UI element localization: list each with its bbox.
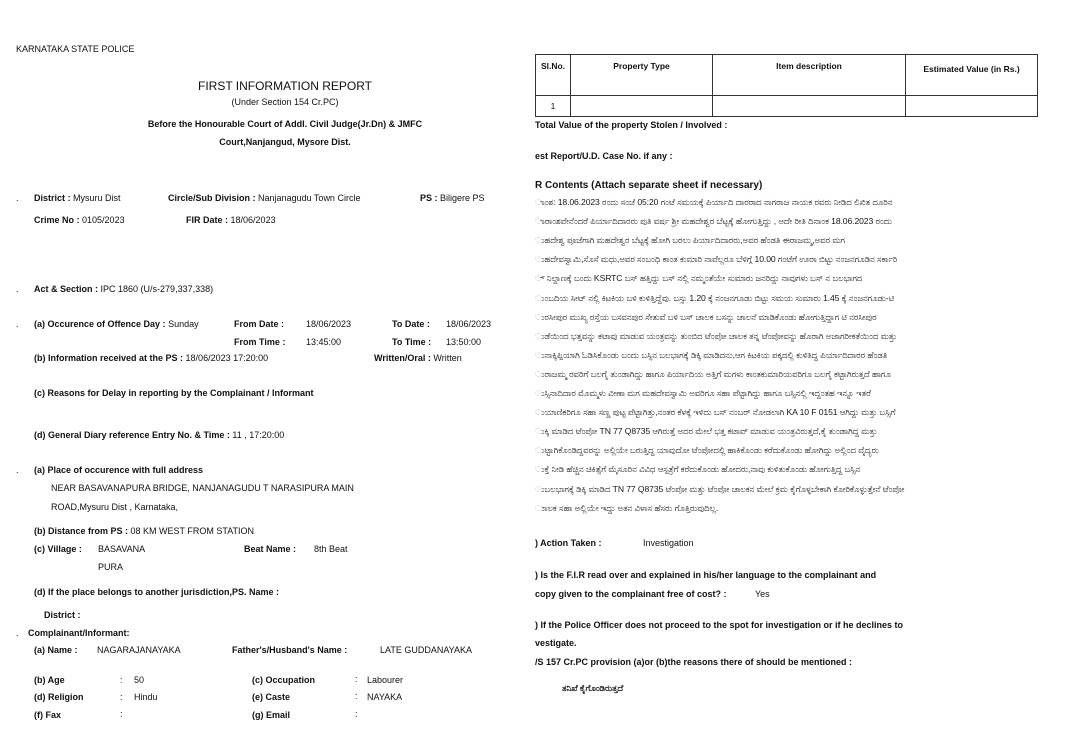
report-subtitle: (Under Section 154 Cr.PC) bbox=[231, 97, 339, 107]
fir-read-line-1: ) Is the F.I.R read over and explained in his/her language to the complainant and bbox=[535, 570, 877, 580]
contents-line: ುಕ್ತೆ ನೀಡಿ ಹೆಚ್ಚಿನ ಚಿಕಿತ್ಸೆಗೆ ಮೈಸೂರಿನ ವಿವಿಧ ಆಸ್ಪತ್ರೆಗೆ ಕರೆದುಕೊಂಡು ಹೋದರು,ನಾವು ಕುಳಿತುಕೊಂಡು ಹೋಗುತ್ತಿದ್ದ ಬಸ್ಸಿನ bbox=[535, 464, 861, 475]
court-line-1: Before the Honourable Court of Addl. Civil Judge(Jr.Dn) & JMFC bbox=[147, 119, 423, 129]
report-title: FIRST INFORMATION REPORT bbox=[197, 79, 372, 93]
contents-line: ುಾಲಕ ಸಹಾ ಅಲ್ಲಿಯೇ ಇದ್ದು ಅತನ ವಿಳಾಸ ಹೆಸರು ಗೊತ್ತಿರುವುದಿಲ್ಲ. bbox=[535, 502, 719, 513]
estimated-value-header: Estimated Value (in Rs.) bbox=[923, 64, 1020, 74]
district-2-label: District : bbox=[44, 610, 81, 620]
officer-line-1: ) If the Police Officer does not proceed to the spot for investigation or if he declines to bbox=[535, 620, 904, 630]
beat-label: Beat Name : bbox=[244, 544, 297, 554]
fir-read-value: Yes bbox=[755, 589, 770, 599]
to-time-label: To Time : bbox=[392, 337, 432, 347]
diary-label: (d) General Diary reference Entry No. & Time : bbox=[34, 430, 230, 440]
occupation-label: (c) Occupation bbox=[252, 675, 316, 685]
village-label: (c) Village : bbox=[34, 544, 82, 554]
colon: : bbox=[120, 692, 123, 702]
from-date-label: From Date : bbox=[234, 319, 285, 329]
crime-no-label: Crime No : bbox=[34, 215, 80, 225]
table-header: Sl.No. bbox=[536, 55, 571, 96]
table-cell bbox=[571, 96, 713, 117]
bullet: . bbox=[16, 284, 19, 294]
to-date-value: 18/06/2023 bbox=[446, 319, 492, 329]
fir-date-value: 18/06/2023 bbox=[230, 215, 276, 225]
colon: : bbox=[355, 709, 358, 719]
religion-label: (d) Religion bbox=[34, 692, 84, 702]
caste-label: (e) Caste bbox=[252, 692, 291, 702]
circle-value: Nanjanagudu Town Circle bbox=[258, 193, 361, 203]
circle-field bbox=[168, 193, 360, 204]
district-value: Mysuru Dist bbox=[73, 193, 121, 203]
contents-line: ುಬಲಭಾಗಕ್ಕೆ ಡಿಕ್ಕಿ ಮಾಡಿದ TN 77 Q8735 ಟೆಂಪೋ ಮತ್ತು ಟೆಂಪೋ ಚಾಲಕನ ಮೇಲೆ ಕ್ರಮ ಕೈಗೊಳ್ಳಬೇಕಾಗಿ ಕೋರಿಕೊಳ್ಳುತ್ತೇನೆ ಟೆಂಪೋ bbox=[535, 483, 905, 494]
ps-value: Biligere PS bbox=[440, 193, 485, 203]
colon: : bbox=[355, 674, 358, 684]
fir-page-right bbox=[529, 0, 1079, 755]
name-value: NAGARAJANAYAKA bbox=[97, 645, 181, 655]
father-value: LATE GUDDANAYAKA bbox=[380, 645, 473, 655]
distance-value: 08 KM WEST FROM STATION bbox=[130, 526, 255, 536]
email-label: (g) Email bbox=[252, 710, 291, 720]
caste-value: NAYAKA bbox=[367, 692, 403, 702]
distance-field bbox=[34, 526, 254, 537]
father-label: Father's/Husband's Name : bbox=[232, 645, 348, 655]
colon: : bbox=[355, 691, 358, 701]
from-time-label: From Time : bbox=[234, 337, 286, 347]
table-cell bbox=[713, 96, 906, 117]
table-header: Property Type bbox=[571, 55, 713, 96]
court-line-2: Court,Nanjangud, Mysore Dist. bbox=[219, 137, 351, 147]
to-time-value: 13:50:00 bbox=[446, 337, 482, 347]
act-section-field bbox=[34, 284, 213, 295]
property-table bbox=[535, 54, 1038, 117]
table-header-row bbox=[536, 55, 1038, 96]
occupation-value: Labourer bbox=[367, 675, 404, 685]
place-label: (a) Place of occurence with full address bbox=[34, 465, 204, 475]
table-header bbox=[906, 55, 1038, 96]
village-value-1: BASAVANA bbox=[98, 544, 146, 554]
total-value-label: Total Value of the property Stolen / Involved : bbox=[535, 120, 728, 130]
village-value-2: PURA bbox=[98, 562, 124, 572]
jurisdiction-label: (d) If the place belongs to another jurisdiction,PS. Name : bbox=[34, 587, 280, 597]
info-received-label: (b) Information received at the PS : bbox=[34, 353, 184, 363]
ps-field bbox=[420, 193, 485, 204]
name-label: (a) Name : bbox=[34, 645, 78, 655]
officer-value: ತನಿಖೆ ಕೈಗೊಂಡಿರುತ್ತದೆ bbox=[562, 683, 624, 693]
ps-label: PS : bbox=[420, 193, 438, 203]
written-oral-label: Written/Oral : bbox=[374, 353, 431, 363]
from-time-value: 13:45:00 bbox=[306, 337, 342, 347]
contents-line: ಾರಾಂಶವೇನೆಂದರೆ ಪಿರ್ಯಾದಿದಾರರು ಪುತಿ ವರ್ಷ ಶ್ರೀ ಮಹದೇಶ್ವರ ಬೆಟ್ಟಕ್ಕೆ ಹೋಗುತ್ತಿದ್ದು , ಅದೇ ರೀತಿ ದಿನಾಂಕ 18.06.2023 ರಂದು bbox=[535, 216, 892, 227]
district-label: District : bbox=[34, 193, 71, 203]
agency-name: KARNATAKA STATE POLICE bbox=[16, 44, 135, 54]
place-address-line-1: NEAR BASAVANAPURA BRIDGE, NANJANAGUDU T NARASIPURA MAIN bbox=[51, 483, 354, 493]
diary-field bbox=[34, 430, 284, 441]
beat-value: 8th Beat bbox=[314, 544, 348, 554]
diary-value: 11 , 17:20:00 bbox=[232, 430, 285, 440]
occurrence-label: (a) Occurence of Offence Day : bbox=[34, 319, 166, 329]
officer-line-2: vestigate. bbox=[535, 638, 577, 648]
fir-date-label: FIR Date : bbox=[186, 215, 229, 225]
contents-line: ುಸ್ಸಿನಾದಿದಾರ ಮೊಮ್ಮಳು ವೀಣಾ ಮಗ ಮಹದೇವಸ್ವಾಮಿ ಅವರಿಗೂ ಸಹಾ ಪೆಟ್ಟಾಗಿದ್ದು ಹಾಗೂ ಬಸ್ಸಿನಲ್ಲಿ ಇದ್ದಂತಹ ಇನ್ನೂ ಇತರೆ bbox=[535, 388, 871, 398]
contents-line: ುಕ್ಕಿ ಮಾಡಿದ ಟೆಂಪೋ TN 77 Q8735 ಆಗಿರುತ್ತೆ ಅದರ ಮೇಲೆ ಭತ್ತ ಕಟಾವ್ ಮಾಡುವ ಯಂತ್ರವಿರುತ್ತದೆ,ಕೈ ತುಂಡಾಗಿದ್ದ ಮತ್ತು bbox=[535, 426, 878, 437]
crime-no-value: 0105/2023 bbox=[82, 215, 125, 225]
officer-line-3: /S 157 Cr.PC provision (a)or (b)the reasons there of should be mentioned : bbox=[535, 657, 853, 667]
contents-line: ುರಾಜಮ್ಮ ರವರಿಗೆ ಬಲಗೈ ತುಂಡಾಗಿದ್ದು ಹಾಗೂ ಪಿರ್ಯಾದಿಯ ಅತ್ತಿಗೆ ಮಗಳು ಕಾಂತಕುಮಾರಿಯವರಿಗೂ ಬಲಗೈ ಕಟ್ಟಾಗಿರುತ್ತದೆ ಹಾಗೂ bbox=[535, 368, 891, 379]
contents-line: ುಯಾಣಿಕರಿಗೂ ಸಹಾ ಸಣ್ಣ ಪುಟ್ಟ ಪೆಟ್ಟಾಗಿತ್ತು,ನಂತರ ಕೆಳಕ್ಕೆ ಇಳಿದು ಬಸ್ ನಂಬರ್ ನೋಡಲಾಗಿ KA 10 F 0151 ಆಗಿದ್ದು ಮತ್ತು ಬಸ್ಸಿಗೆ bbox=[535, 407, 896, 418]
bullet: . bbox=[16, 193, 19, 203]
contents-heading: R Contents (Attach separate sheet if necessary) bbox=[535, 180, 763, 191]
fir-read-line-2: copy given to the complainant free of cost? : bbox=[535, 589, 727, 599]
distance-label: (b) Distance from PS : bbox=[34, 526, 129, 536]
colon: : bbox=[120, 709, 123, 719]
age-label: (b) Age bbox=[34, 675, 65, 685]
act-section-label: Act & Section : bbox=[34, 284, 99, 294]
contents-line: ುಡೆಯಿಂದ ಭತ್ತವನ್ನು ಕಟಾವು ಮಾಡುವ ಯಂತ್ರವನ್ನು ತುಂಬಿದ ಟೆಂಪೋ ಚಾಲಕ ತನ್ನ ಟೆಂಪೋವನ್ನು ಹೊರಾಗಿ ಅಜಾಗರೀಕತೆಯಿಂದ ಮತ್ತು bbox=[535, 330, 897, 341]
colon: : bbox=[120, 675, 123, 685]
bullet: . bbox=[16, 628, 19, 638]
contents-line: ಾಂಶ: 18.06.2023 ರಂದು ಸಂಜೆ 05:20 ಗಂಟೆ ಸಮಯಕ್ಕೆ ಪಿರ್ಯಾದಿ ದಾರರಾದ ನಾಗರಾಜ ನಾಯಕ ರವರು ನೀಡಿದ ಲಿಖಿತ ದೂರಿನ bbox=[535, 197, 893, 207]
table-cell bbox=[906, 96, 1038, 117]
info-received-value: 18/06/2023 17:20:00 bbox=[185, 353, 269, 363]
action-taken-value: Investigation bbox=[643, 538, 694, 548]
contents-line: ುಹದೇಶ್ವ ಪೂಜೆಗಾಗಿ ಮಹದೇಶ್ವರ ಬೆಟ್ಟಕ್ಕೆ ಹೋಗಿ ಬರಲು ಪಿರ್ಯಾದಿದಾರರು,ಅವರ ಹೆಂಡತಿ ಈರಾಜಮ್ಮ,ಅವರ ಮಗ bbox=[535, 235, 845, 246]
place-address-line-2: ROAD,Mysuru Dist , Karnataka, bbox=[51, 502, 179, 512]
bullet: . bbox=[16, 319, 19, 329]
written-oral-field bbox=[374, 353, 462, 364]
inquest-label: est Report/U.D. Case No. if any : bbox=[535, 151, 673, 161]
occurrence-day: Sunday bbox=[168, 319, 199, 329]
district-field bbox=[34, 193, 121, 204]
crime-no-field bbox=[34, 215, 125, 226]
complainant-heading: Complainant/Informant: bbox=[28, 628, 130, 638]
contents-line: ುಟ್ಟಾಗಿಕೊಂಡಿದ್ದವರನ್ನು ಅಲ್ಲಿಯೇ ಬರುತ್ತಿದ್ದ ಯಾವುದೋ ಟೆಂಪೋದಲ್ಲಿ ಹಾಕಿಕೊಂಡು ಕರೆದುಕೊಂಡು ಹೋಗಿದ್ದು ಅಲ್ಲಿಂದ ವೈದ್ಯರು bbox=[535, 445, 879, 456]
bullet: . bbox=[16, 465, 19, 475]
table-cell: 1 bbox=[536, 96, 571, 117]
to-date-label: To Date : bbox=[392, 319, 430, 329]
age-value: 50 bbox=[134, 675, 145, 685]
fir-date-field bbox=[186, 215, 276, 226]
action-taken-label: ) Action Taken : bbox=[535, 538, 602, 548]
contents-line: ುಹದೇವಸ್ವಾಮಿ,ಸೊಸೆ ಮಧು,ಅವರ ಸಂಬಂಧಿ ಕಾಂತ ಕುಮಾರಿ ನಾವೆಲ್ಲರೂ ಬೆಳಿಗ್ಗೆ 10.00 ಗಂಟೆಗೆ ಊರಾ ಬಿಟ್ಟು ನಂಜನಗೂಡಿನ ಸರ್ಕಾರಿ bbox=[535, 254, 898, 265]
occurrence-field bbox=[34, 319, 199, 330]
religion-value: Hindu bbox=[134, 692, 158, 702]
contents-line: ುಂಬದಿಯ ಸೀಟ್ ನಲ್ಲಿ ಕಿಟಕಿಯ ಬಳಿ ಕುಳಿತ್ತಿದ್ದೆವು. ಬಸ್ಸು 1.20 ಕ್ಕೆ ನಂಜನಗೂಡು ಬಿಟ್ಟು ಸಮಯ ಸುಮಾರು 1.45 ಕ್ಕೆ ನಂಜನಗೂಡು-ಟಿ bbox=[535, 292, 895, 303]
written-oral-value: Written bbox=[433, 353, 462, 363]
contents-line: ುನಾಕ್ಕಿಪ್ಪಿಯಾಗಿ ಓಡಿಸಿಕೊಂಡು ಬಂದು ಬಸ್ಸಿನ ಬಲಭಾಗಕ್ಕೆ ಡಿಕ್ಕಿ ಮಾಡಿದನು,ಆಗ ಕಿಟಕಿಯ ಪಕ್ಕದಲ್ಲಿ ಕುಳಿತಿದ್ದ ಪಿರ್ಯಾದಿದಾರರ ಹೆಂಡತಿ bbox=[535, 349, 888, 360]
fir-page-left bbox=[0, 0, 515, 755]
fax-label: (f) Fax bbox=[34, 710, 61, 720]
table-header: Item description bbox=[713, 55, 906, 96]
contents-line: ುರಸೀಪುರ ಮುಖ್ಯ ರಸ್ತೆಯ ಬಸವನಪುರ ಸೇತುವೆ ಬಳಿ ಬಸ್ ಚಾಲಕ ಬಸನ್ನು ಚಾಲನೆ ಮಾಡಿಕೊಂಡು ಹೋಗುತ್ತಿದ್ದಾಗ ಟಿ ನರಸೀಪುರ bbox=[535, 311, 877, 322]
delay-reason-label: (c) Reasons for Delay in reporting by the Complainant / Informant bbox=[34, 388, 314, 398]
contents-line: ್ ನಿಲ್ದಾಣಕ್ಕೆ ಬಂದು KSRTC ಬಸ್ ಹತ್ತಿದ್ದು ಬಸ್ ನಲ್ಲಿ ನಮ್ಮಂತೆಯೇ ಸುಮಾರು ಜನರಿದ್ದು ನಾವುಗಳು ಬಸ್ ನ ಬಲಭಾಗದ bbox=[535, 273, 863, 284]
info-received-field bbox=[34, 353, 268, 364]
act-section-value: IPC 1860 (U/s-279,337,338) bbox=[100, 284, 214, 294]
from-date-value: 18/06/2023 bbox=[306, 319, 352, 329]
circle-label: Circle/Sub Division : bbox=[168, 193, 256, 203]
table-row bbox=[536, 96, 1038, 117]
